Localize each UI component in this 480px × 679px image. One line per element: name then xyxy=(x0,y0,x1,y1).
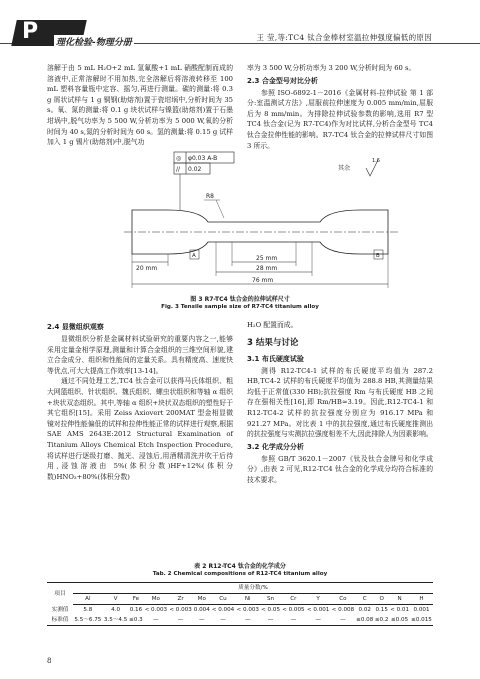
table-column-header: Zr xyxy=(168,594,193,605)
table-cell: — xyxy=(211,615,236,626)
table-column-header: V xyxy=(103,594,129,605)
table-cell: — xyxy=(306,615,331,626)
table-column-header: Sn xyxy=(260,594,281,605)
chamfer-label: R8 xyxy=(206,193,214,200)
figure-caption-cn: 图 3 R7-TC4 钛合金的拉伸试样尺寸 xyxy=(190,296,290,303)
section-heading: 2.3 合金型号对比分析 xyxy=(247,76,318,85)
table-header-item: 项目 xyxy=(47,583,73,605)
table-row-label: 实测值 xyxy=(51,606,69,613)
tolerance-text-1: φ0.03 A-B xyxy=(188,155,218,162)
table-cell: < 0.003 xyxy=(169,607,192,613)
table-column-header: O xyxy=(374,594,389,605)
table-column-header: Cr xyxy=(281,594,306,605)
journal-name: 理化检验-物理分册 xyxy=(54,35,134,48)
journal-logo-mark: P xyxy=(22,19,38,44)
dim-label-76: 76 mm xyxy=(252,277,274,284)
tolerance-symbol: ◎ xyxy=(176,155,182,162)
tolerance-symbol: // xyxy=(176,166,181,173)
table-column-header: N xyxy=(389,594,410,605)
table-cell: 0.001 xyxy=(413,607,430,613)
table-cell: — xyxy=(260,615,281,626)
dim-label-20: 20 mm xyxy=(136,265,158,272)
table-cell: 0.004 xyxy=(193,607,210,613)
paragraph: 通过不同处理工艺,TC4 钛合金可以获得马氏体组织、粗大网篮组织、针状组织、魏氏组织、螺虫状组织和等轴 α 组织+块状双态组织。其中,等轴 α 组织+块状双态组织的塑性好于其它组织[15]。采用 Zeiss Axiovert 200MAT 型金相显微镜对拉伸性能偏低的试样和拉伸性能正常的试样进行观察,根据 SAE AMS 2643E:2012 Structural Examination of Titanium Alloys Chemical Etch Inspection Procedure,将试样进行逐级打磨、抛光、浸蚀后,用酒精清洗并吹干后待用,浸蚀溶液由 5%(体积分数)HF+12%(体积分数)HNO₃+80%(体积分数) xyxy=(47,377,233,481)
roughness-value: 1.6 xyxy=(372,158,380,164)
table-cell: — xyxy=(168,615,193,626)
table-cell: 4.0 xyxy=(111,607,121,613)
table-cell: — xyxy=(143,615,168,626)
table-caption-cn: 表 2 R12-TC4 钛合金的化学成分 xyxy=(194,563,286,570)
paragraph: 参照 GB/T 3620.1－2007《钛及钛合金牌号和化学成分》,由表 2 可见,R12-TC4 钛合金的化学成分均符合标准的技术要求。 xyxy=(247,454,433,484)
table-cell: ≤0.3 xyxy=(128,615,143,626)
table-row xyxy=(47,615,433,626)
dim-label-25: 25 mm xyxy=(256,255,278,262)
paragraph: 率为 3 500 W,分析功率为 3 200 W,分析时间为 60 s。 xyxy=(247,64,416,72)
table-header-row xyxy=(47,594,433,605)
roughness-label: 其余 xyxy=(338,165,351,172)
table-row xyxy=(47,605,433,616)
table-column-header: Co xyxy=(331,594,356,605)
table-cell: < 0.004 xyxy=(211,607,235,613)
table-cell: — xyxy=(235,615,260,626)
table-column-header: H xyxy=(410,594,433,605)
table-cell: 5.5～6.75 xyxy=(73,615,103,626)
table-cell: ≤0.05 xyxy=(389,615,410,626)
paragraph: 参照 ISO-6892-1－2016《金属材料-拉伸试验 第 1 部分:室温测试方法》,屈服前拉伸速度为 0.005 mm/min,屈服后为 8 mm/min。为排除拉伸试验参数的影响,选用 R7 型 TC4 钛合金(记为 R7-TC4)作为对比试样,分析合金型号 TC4 钛合金拉伸性能的影响。R7-TC4 钛合金的拉伸试样尺寸如图 3 所示。 xyxy=(247,88,433,150)
composition-table xyxy=(47,582,433,626)
table-column-header: Mo xyxy=(193,594,211,605)
paragraph: 测得 R12-TC4-1 试样的布氏硬度平均值为 287.2 HB,TC4-2 试样的布氏硬度平均值为 288.8 HB,其测量结果均低于正常值(330 HB);抗拉强度 Rm 与布氏硬度 HB 之间存在强相关性[16],即 Rm/HB≈3.19。因此,R12-TC4-1 和 R12-TC4-2 试样的抗拉强度分别应为 916.17 MPa 和 921.27 MPa。对比表 1 中的抗拉强度,通过布氏硬度推测出的抗拉强度与实测抗拉强度相差不大,因此排除人为因素影响。 xyxy=(247,366,433,439)
table-row-label: 标准值 xyxy=(47,615,73,626)
column-bottom-right xyxy=(247,320,433,486)
section-heading: 2.4 显微组织观察 xyxy=(47,323,104,331)
paragraph: 显微组织分析是金属材料试验研究的重要内容之一,能够采用定量金相学原理,测量和计算合金组织的三维空间形貌,建立合金成分、组织和性能间的定量关系。具有精度高、速度快等优点,可大大提高工作效率[13-14]。 xyxy=(47,335,233,375)
table-cell: < 0.003 xyxy=(144,607,168,613)
table-cell: — xyxy=(281,615,306,626)
figure-caption-en: Fig. 3 Tensile sample size of R7-TC4 titanium alloy xyxy=(161,304,319,310)
table-cell: — xyxy=(193,615,211,626)
table-cell: 5.8 xyxy=(83,607,93,613)
table-cell: < 0.001 xyxy=(306,607,330,613)
table-cell: — xyxy=(331,615,356,626)
section-heading: 3 结果与讨论 xyxy=(247,337,299,348)
paragraph: H₂O 配置而成。 xyxy=(247,321,298,329)
subsection-heading: 3.1 布氏硬度试验 xyxy=(247,354,304,363)
table-cell: < 0.005 xyxy=(282,607,305,613)
page-number: 8 xyxy=(47,657,52,665)
tensile-sample-drawing xyxy=(120,150,410,292)
page-header xyxy=(0,0,480,50)
table-caption-en: Tab. 2 Chemical compositions of R12-TC4 titanium alloy xyxy=(152,571,328,577)
table-cell: < 0.008 xyxy=(331,607,355,613)
table-cell: ≤0.015 xyxy=(410,615,433,626)
table-column-header: Mo xyxy=(143,594,168,605)
table-column-header: Fe xyxy=(128,594,143,605)
table-cell: 3.5～4.5 xyxy=(103,615,129,626)
table-cell: 0.16 xyxy=(129,607,143,613)
column-top-right xyxy=(247,63,433,151)
tolerance-text-2: 0.02 xyxy=(188,166,202,173)
table-cell: ≤0.08 xyxy=(355,615,374,626)
table-column-header: Al xyxy=(73,594,103,605)
table-header-group: 质量分数/% xyxy=(73,583,433,594)
table-column-header: Y xyxy=(306,594,331,605)
table-cell: < 0.05 xyxy=(261,607,281,613)
subsection-heading: 3.2 化学成分分析 xyxy=(247,442,304,451)
table-column-header: C xyxy=(355,594,374,605)
table-column-header: Ni xyxy=(235,594,260,605)
datum-b: B xyxy=(376,253,380,259)
table-cell: < 0.003 xyxy=(236,607,259,613)
column-top-left xyxy=(47,63,233,148)
dim-label-28: 28 mm xyxy=(256,265,278,272)
column-bottom-left xyxy=(47,320,233,482)
table-cell: ≤0.2 xyxy=(374,615,389,626)
table-cell: 0.15 xyxy=(375,607,388,613)
table-cell: 0.02 xyxy=(358,607,371,613)
running-title: 王 莹,等:TC4 钛合金棒材室温拉伸强度偏低的原因 xyxy=(256,33,432,42)
paragraph: 溶解于由 5 mL H₂O+2 mL 氢氟酸+1 mL 硝酸配制而成的溶液中,正常溶解时不用加热,完全溶解后将溶液转移至 100 mL 塑料容量瓶中定容、摇匀,再进行测量。碳的测量:将 0.3 g 屑状试样与 1 g 铜钢(助熔剂)置于瓷坩埚中,分析时间为 35 s。氧、氮的测量:将 0.1 g 块状试样与镍篮(助熔剂)置于石墨坩埚中,脱气功率为 5 500 W,分析功率为 5 000 W,氧的分析时间为 40 s,氮的分析时间为 60 s。氢的测量:将 0.15 g 试样加入 1 g 锡片(助熔剂)中,脱气功 xyxy=(47,64,233,147)
table-column-header: Cu xyxy=(211,594,236,605)
table-cell: < 0.01 xyxy=(390,607,410,613)
datum-a: A xyxy=(192,253,196,259)
